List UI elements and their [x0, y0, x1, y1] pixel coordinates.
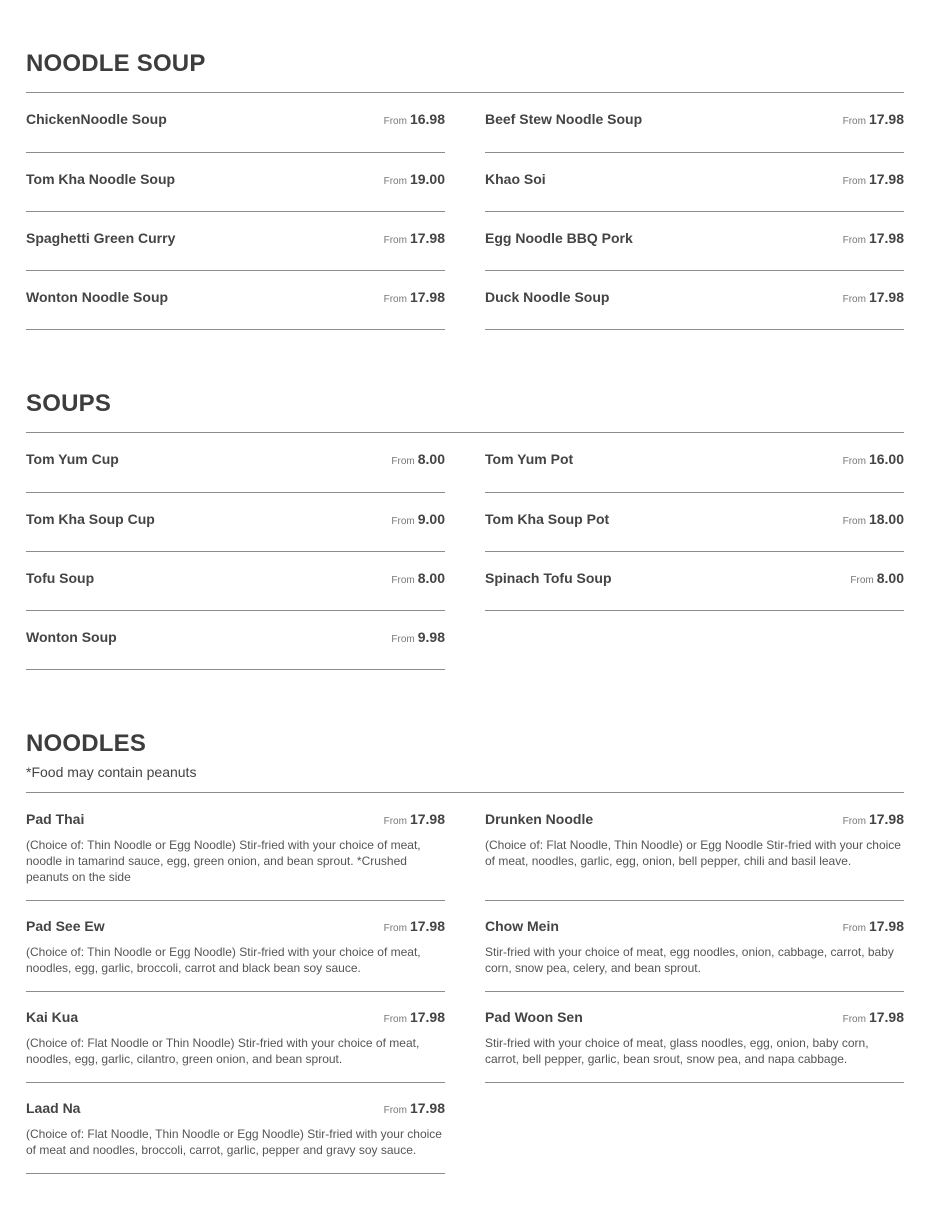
menu-item[interactable]: [26, 433, 445, 493]
from-label: From: [383, 294, 407, 305]
menu-grid: [26, 793, 904, 1178]
from-label: From: [383, 1105, 407, 1116]
section-title: NOODLE SOUP: [26, 50, 206, 77]
item-price-group: [843, 289, 904, 308]
from-label: From: [383, 816, 407, 827]
menu-item[interactable]: [485, 493, 904, 552]
item-name: Duck Noodle Soup: [485, 289, 610, 305]
from-label: From: [383, 176, 407, 187]
from-label: From: [383, 923, 407, 934]
item-price: 17.98: [409, 811, 445, 827]
from-label: From: [842, 294, 866, 305]
from-label: From: [391, 456, 415, 467]
item-price-group: [391, 629, 445, 648]
menu-item[interactable]: [26, 153, 445, 212]
item-price: 9.00: [417, 511, 445, 527]
item-price-group: [384, 289, 445, 308]
item-name: Wonton Noodle Soup: [26, 289, 169, 305]
item-name: Tofu Soup: [26, 570, 95, 586]
item-name: Pad See Ew: [26, 918, 105, 934]
item-price-group: [850, 570, 904, 589]
item-price: 8.00: [417, 570, 445, 586]
menu-grid: [26, 93, 904, 333]
section-soups: [26, 390, 904, 673]
item-price-group: [384, 1009, 445, 1028]
item-price-group: [384, 171, 445, 190]
menu-item[interactable]: [26, 212, 445, 271]
menu-item[interactable]: [485, 793, 904, 901]
menu-item[interactable]: [485, 901, 904, 992]
menu-item[interactable]: [26, 992, 445, 1083]
item-price: 17.98: [409, 289, 445, 305]
from-label: From: [842, 923, 866, 934]
item-price-group: [843, 511, 904, 530]
item-name: Kai Kua: [26, 1009, 79, 1025]
item-name: Spaghetti Green Curry: [26, 230, 176, 246]
item-description: (Choice of: Flat Noodle, Thin Noodle) or Egg Noodle Stir-fried with your choice of meat, noodles, garlic, egg, onion, bell pepper, chili and basil leave.: [485, 838, 901, 868]
item-price: 17.98: [409, 1009, 445, 1025]
from-label: From: [391, 575, 415, 586]
item-price-group: [843, 111, 904, 130]
item-name: Khao Soi: [485, 171, 546, 187]
from-label: From: [842, 1014, 866, 1025]
item-description: Stir-fried with your choice of meat, egg noodles, onion, cabbage, carrot, baby corn, snow pea, celery, and bean sprout.: [485, 945, 894, 975]
menu-item[interactable]: [26, 552, 445, 611]
item-price: 16.98: [409, 111, 445, 127]
item-price: 17.98: [868, 171, 904, 187]
item-price: 17.98: [409, 230, 445, 246]
item-description: (Choice of: Flat Noodle or Thin Noodle) Stir-fried with your choice of meat, noodles, egg, garlic, cilantro, green onion, and bean sprout.: [26, 1036, 420, 1066]
item-name: Tom Kha Soup Cup: [26, 511, 155, 527]
item-name: Laad Na: [26, 1100, 81, 1116]
item-price: 8.00: [876, 570, 904, 586]
item-name: Drunken Noodle: [485, 811, 594, 827]
item-price: 17.98: [868, 289, 904, 305]
menu-item[interactable]: [485, 552, 904, 611]
from-label: From: [850, 575, 874, 586]
item-price-group: [843, 451, 904, 470]
item-price: 17.98: [868, 811, 904, 827]
from-label: From: [842, 816, 866, 827]
menu-item[interactable]: [485, 271, 904, 330]
from-label: From: [842, 456, 866, 467]
menu-item[interactable]: [485, 992, 904, 1083]
item-price-group: [843, 811, 904, 830]
section-noodle-soup: [26, 50, 904, 333]
item-price: 19.00: [409, 171, 445, 187]
section-title: SOUPS: [26, 390, 112, 417]
item-price: 17.98: [409, 1100, 445, 1116]
item-price-group: [843, 918, 904, 937]
item-name: Pad Woon Sen: [485, 1009, 583, 1025]
item-price: 8.00: [417, 451, 445, 467]
item-name: Egg Noodle BBQ Pork: [485, 230, 633, 246]
item-price: 17.98: [868, 918, 904, 934]
item-price: 18.00: [868, 511, 904, 527]
item-price-group: [391, 511, 445, 530]
item-name: Tom Kha Noodle Soup: [26, 171, 176, 187]
item-name: Wonton Soup: [26, 629, 117, 645]
menu-item[interactable]: [485, 433, 904, 493]
item-name: Chow Mein: [485, 918, 559, 934]
menu-item[interactable]: [26, 901, 445, 992]
item-price: 17.98: [868, 1009, 904, 1025]
menu-item[interactable]: [26, 271, 445, 330]
item-price-group: [843, 171, 904, 190]
from-label: From: [383, 235, 407, 246]
item-price-group: [384, 1100, 445, 1119]
item-description: (Choice of: Flat Noodle, Thin Noodle or Egg Noodle) Stir-fried with your choice of meat and noodles, broccoli, carrot, garlic, pepper and gravy soy sauce.: [26, 1127, 442, 1157]
menu-item[interactable]: [26, 611, 445, 670]
from-label: From: [842, 516, 866, 527]
item-name: Tom Kha Soup Pot: [485, 511, 610, 527]
item-description: (Choice of: Thin Noodle or Egg Noodle) Stir-fried with your choice of meat, noodle in tamarind sauce, egg, green onion, and bean sprout. *Crushed peanuts on the side: [26, 838, 421, 884]
item-price-group: [391, 570, 445, 589]
from-label: From: [391, 634, 415, 645]
menu-item[interactable]: [485, 153, 904, 212]
from-label: From: [842, 116, 866, 127]
menu-grid: [26, 433, 904, 673]
item-price: 17.98: [868, 111, 904, 127]
item-name: Beef Stew Noodle Soup: [485, 111, 643, 127]
item-name: Tom Yum Cup: [26, 451, 119, 467]
item-price: 9.98: [417, 629, 445, 645]
item-name: ChickenNoodle Soup: [26, 111, 167, 127]
section-note: *Food may contain peanuts: [26, 764, 197, 780]
item-price-group: [384, 111, 445, 130]
item-name: Pad Thai: [26, 811, 85, 827]
item-price-group: [384, 811, 445, 830]
item-price-group: [843, 1009, 904, 1028]
item-price-group: [384, 230, 445, 249]
from-label: From: [842, 176, 866, 187]
item-price-group: [843, 230, 904, 249]
section-noodles: [26, 730, 904, 1178]
menu-item[interactable]: [26, 493, 445, 552]
item-price: 17.98: [409, 918, 445, 934]
menu-item[interactable]: [26, 1083, 445, 1174]
item-name: Tom Yum Pot: [485, 451, 574, 467]
item-name: Spinach Tofu Soup: [485, 570, 612, 586]
menu-item[interactable]: [26, 93, 445, 153]
menu-item[interactable]: [485, 212, 904, 271]
item-description: Stir-fried with your choice of meat, glass noodles, egg, onion, baby corn, carrot, bell pepper, garlic, bean srout, snow pea, and napa cabbage.: [485, 1036, 869, 1066]
item-price: 17.98: [868, 230, 904, 246]
menu-item[interactable]: [26, 793, 445, 901]
from-label: From: [383, 1014, 407, 1025]
from-label: From: [842, 235, 866, 246]
item-price: 16.00: [868, 451, 904, 467]
item-description: (Choice of: Thin Noodle or Egg Noodle) Stir-fried with your choice of meat, noodles, egg, garlic, broccoli, carrot and black bean soy sauce.: [26, 945, 421, 975]
item-price-group: [391, 451, 445, 470]
section-title: NOODLES: [26, 730, 147, 757]
from-label: From: [383, 116, 407, 127]
item-price-group: [384, 918, 445, 937]
menu-item[interactable]: [485, 93, 904, 153]
from-label: From: [391, 516, 415, 527]
